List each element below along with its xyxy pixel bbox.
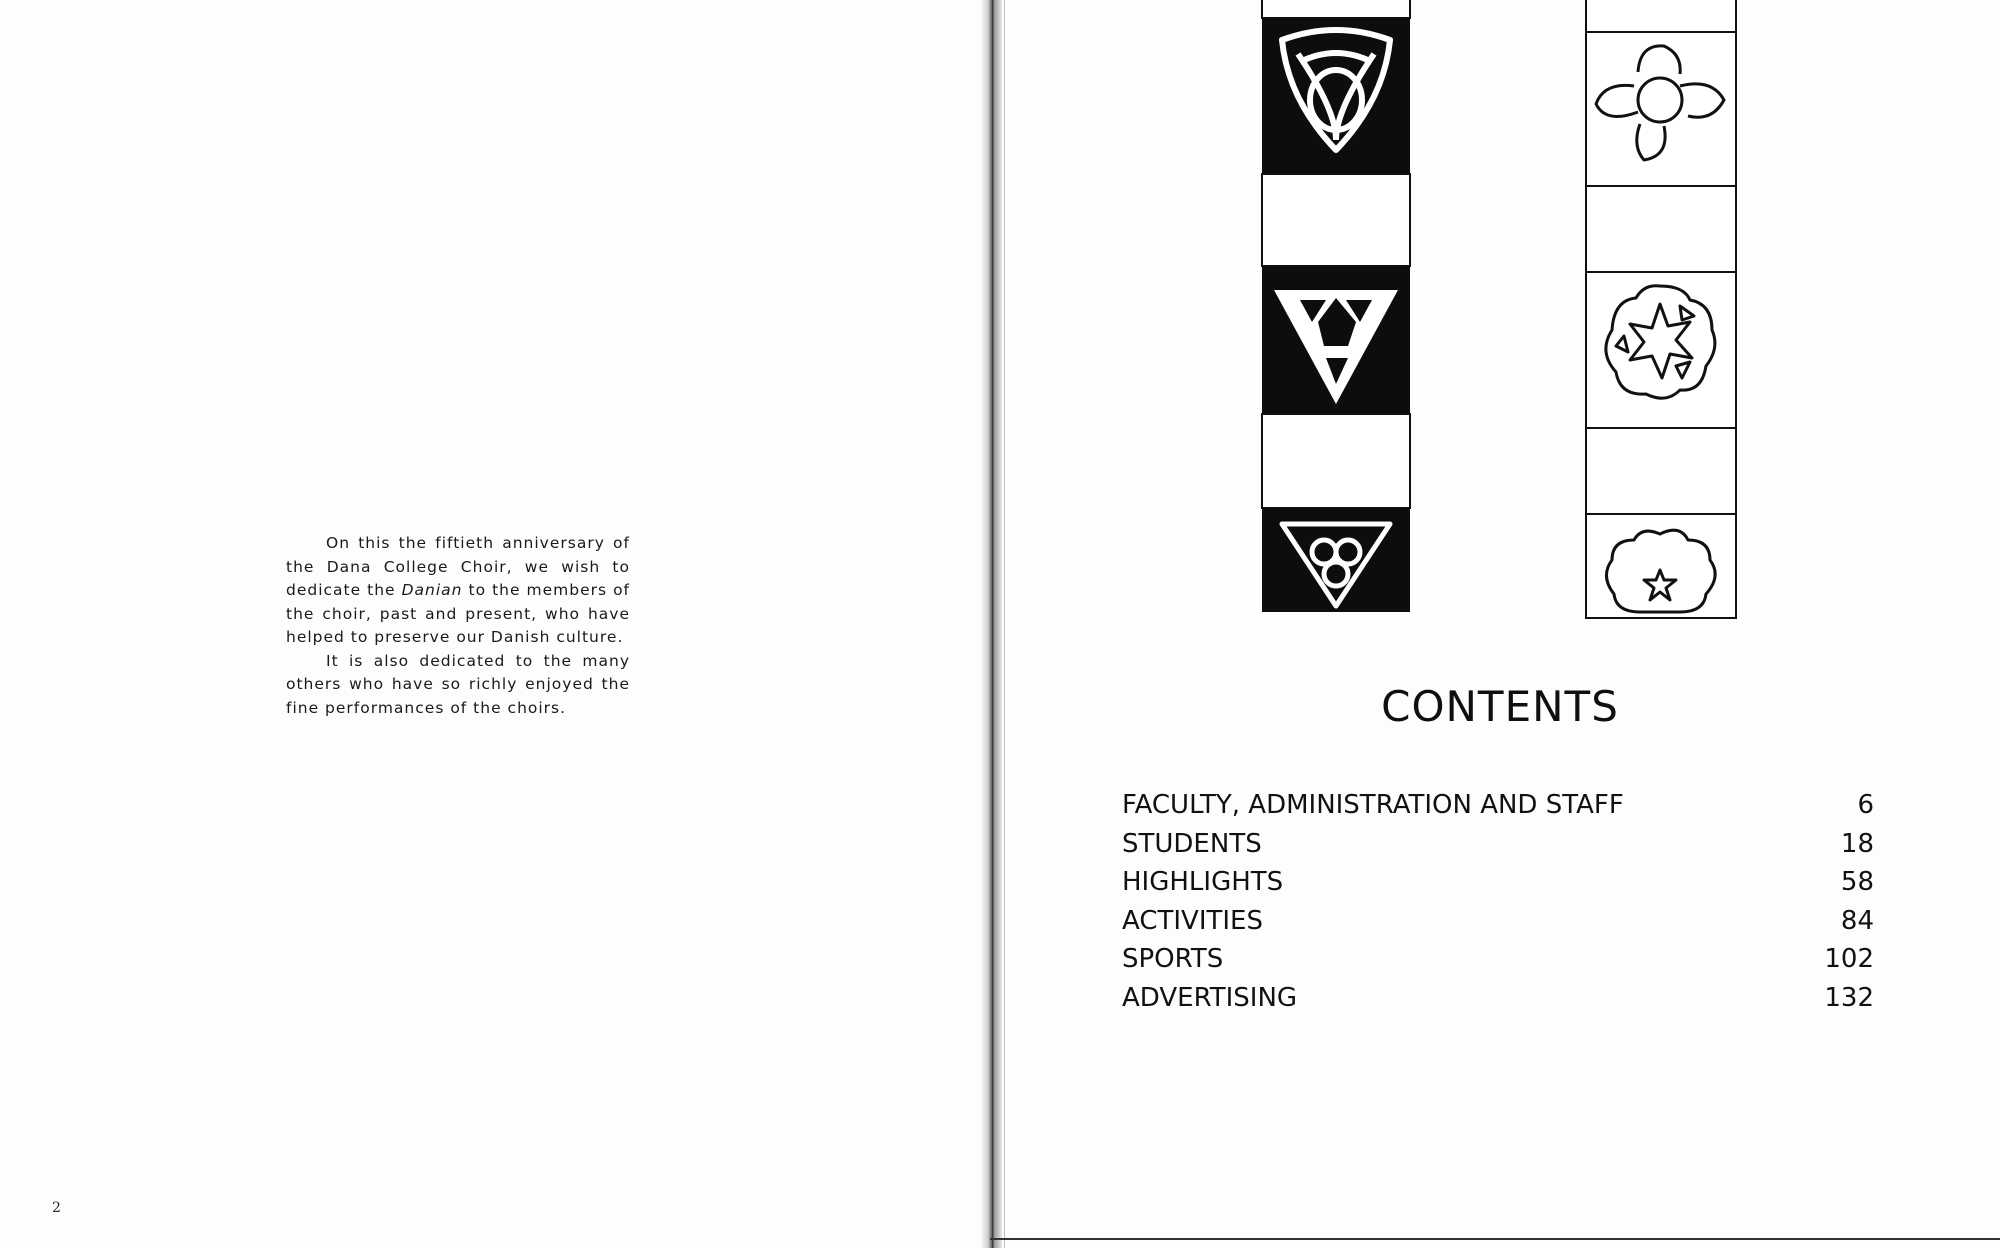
celtic-trinity-knot-icon [1262, 18, 1410, 174]
toc-page-number: 18 [1840, 828, 1874, 859]
page-number: 2 [52, 1200, 61, 1216]
yearbook-name: Danian [401, 581, 463, 599]
ornament-column-left [1260, 0, 1412, 614]
toc-entry [1122, 906, 1874, 945]
toc-section-title: HIGHLIGHTS [1122, 867, 1284, 898]
toc-entry [1122, 790, 1874, 829]
toc-section-title: SPORTS [1122, 944, 1224, 975]
dedication-paragraph-2: It is also dedicated to the many others who have so richly enjoyed the fine performances of the choirs. [286, 651, 630, 717]
toc-section-title: STUDENTS [1122, 828, 1262, 859]
dedication-text-start: On this the fiftieth anniversary of the Dana College Choir, we wish to dedicate the [286, 534, 630, 599]
toc-page-number: 6 [1857, 790, 1874, 820]
interlaced-triangle-knot-icon [1262, 508, 1410, 612]
table-of-contents [1122, 790, 1874, 1022]
contents-title: CONTENTS [1381, 682, 1619, 731]
toc-entry [1122, 983, 1874, 1022]
dedication-text-end: to the members of the choir, past and present, who have helped to preserve our Danish culture. [286, 581, 631, 646]
toc-page-number: 132 [1824, 982, 1874, 1013]
toc-section-title: FACULTY, ADMINISTRATION AND STAFF [1122, 790, 1624, 820]
page-bottom-edge [990, 1238, 2000, 1240]
inverted-triangle-knot-icon [1262, 266, 1410, 414]
toc-page-number: 58 [1840, 867, 1874, 898]
toc-section-title: ACTIVITIES [1122, 905, 1263, 936]
toc-page-number: 84 [1840, 905, 1874, 936]
toc-section-title: ADVERTISING [1122, 982, 1298, 1013]
toc-entry [1122, 867, 1874, 906]
dedication-paragraph-1 [286, 532, 630, 650]
toc-page-number: 102 [1824, 944, 1874, 975]
dedication-text [286, 532, 630, 720]
toc-entry [1122, 944, 1874, 983]
gutter-line [1004, 0, 1005, 1248]
book-gutter [982, 0, 1002, 1248]
ornament-column-right [1584, 0, 1738, 620]
toc-entry [1122, 829, 1874, 868]
